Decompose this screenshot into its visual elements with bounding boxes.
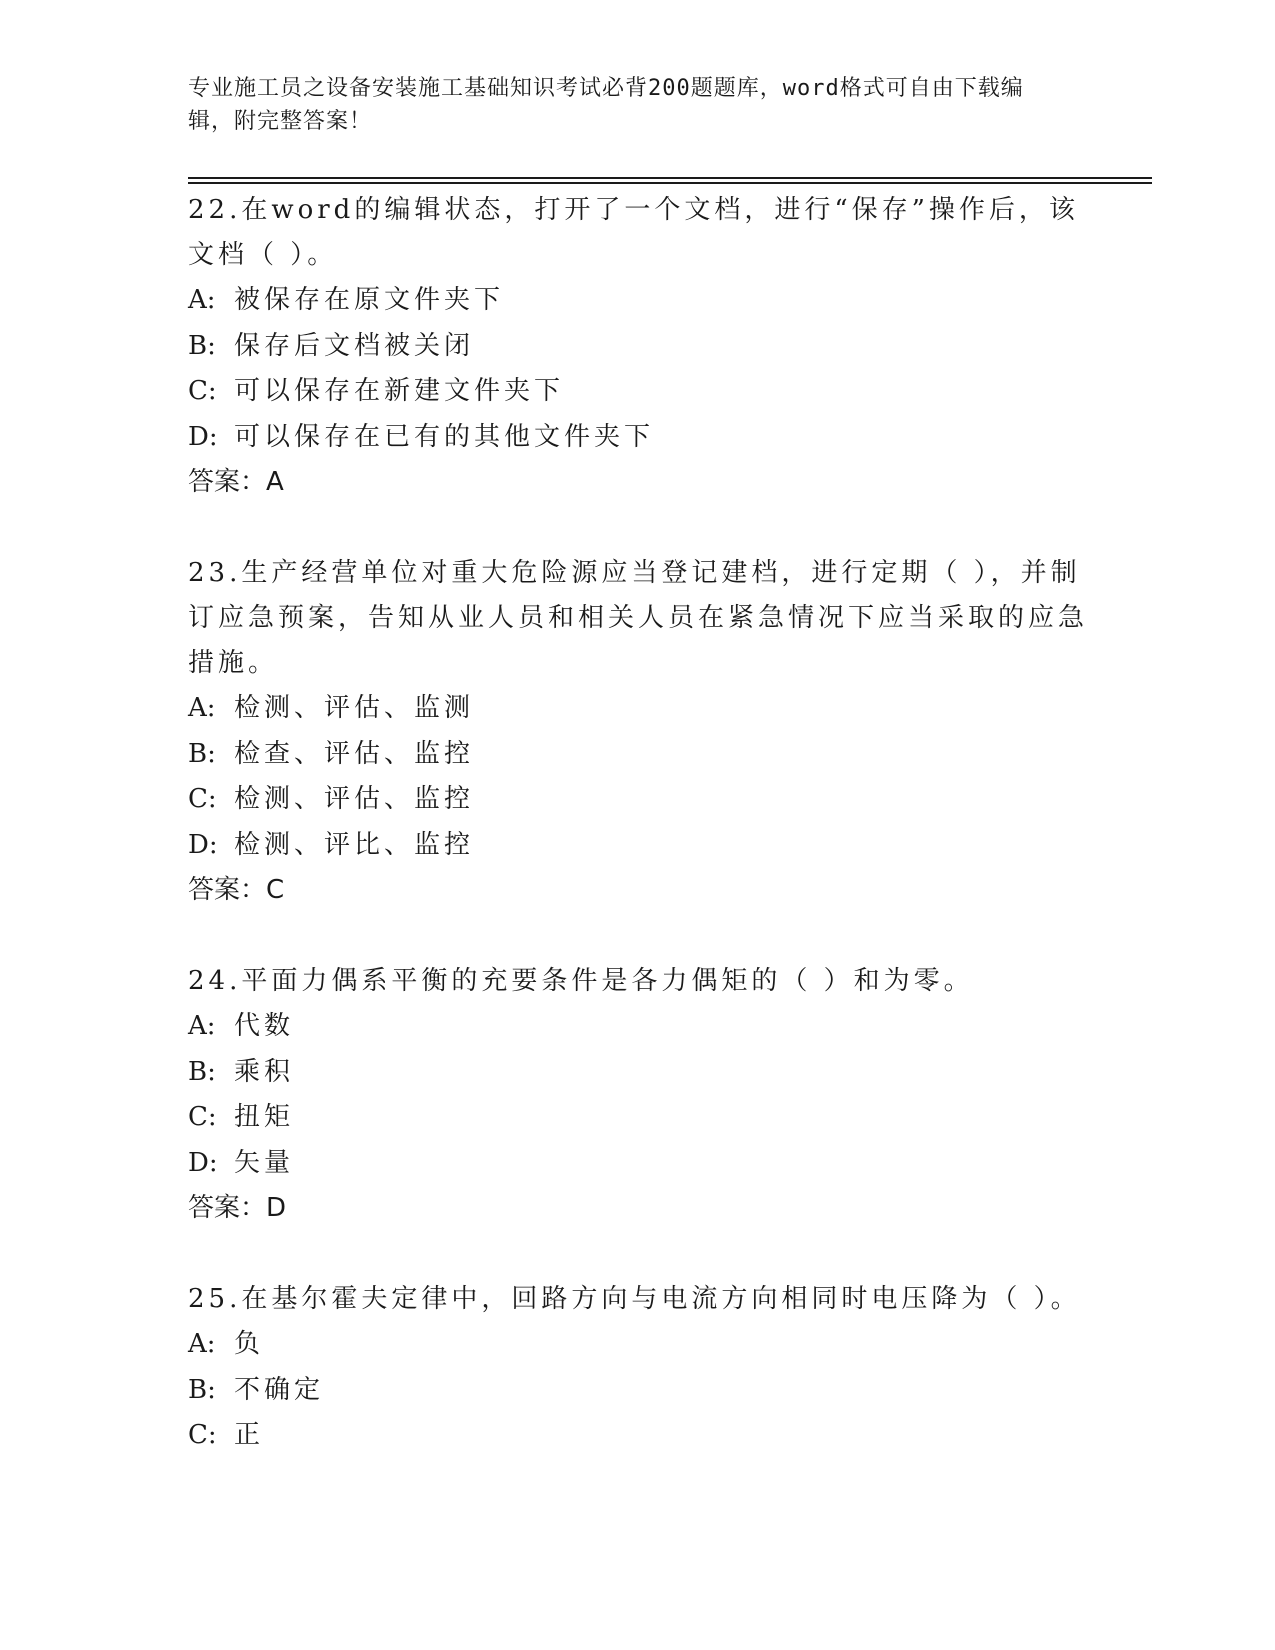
option-letter: D: [188, 829, 218, 860]
option-c [188, 777, 1088, 823]
answer-line: 答案：D [188, 1193, 287, 1223]
option-text: 可以保存在已有的其他文件夹下 [234, 421, 655, 452]
question-24 [188, 959, 1088, 1231]
option-text: 被保存在原文件夹下 [234, 285, 505, 315]
option-text: 检查、评估、监控 [234, 738, 475, 769]
option-text: 代数 [234, 1011, 295, 1041]
question-stem: 22.在word的编辑状态，打开了一个文档，进行“保存”操作后，该文档（ ）。 [188, 195, 1079, 270]
option-letter: C: [188, 376, 217, 406]
option-text: 乘积 [234, 1056, 295, 1087]
option-text: 正 [234, 1420, 265, 1450]
option-d [188, 1141, 1088, 1187]
header-divider-bottom [188, 182, 1152, 184]
option-letter: A: [188, 1011, 216, 1041]
option-d [188, 415, 1088, 461]
document-header: 专业施工员之设备安装施工基础知识考试必背200题题库，word格式可自由下载编辑，附完整答案！ [188, 76, 1024, 134]
option-text: 不确定 [234, 1374, 325, 1405]
option-text: 检测、评比、监控 [234, 829, 475, 860]
option-c [188, 369, 1088, 415]
option-letter: B: [188, 330, 216, 361]
header-divider-top [188, 177, 1152, 179]
option-b [188, 732, 1088, 778]
question-list [188, 188, 1088, 1505]
option-letter: D: [188, 421, 218, 452]
question-25 [188, 1277, 1088, 1459]
option-text: 检测、评估、监测 [234, 693, 475, 723]
option-a [188, 278, 1088, 324]
option-letter: C: [188, 1102, 217, 1132]
question-22 [188, 188, 1088, 505]
option-b [188, 324, 1088, 370]
question-stem: 23.生产经营单位对重大危险源应当登记建档，进行定期（ ），并制订应急预案，告知从业人员和相关人员在紧急情况下应当采取的应急措施。 [188, 558, 1089, 678]
option-text: 矢量 [234, 1147, 295, 1178]
option-text: 可以保存在新建文件夹下 [234, 376, 565, 406]
answer-line: 答案：C [188, 875, 285, 905]
option-a [188, 686, 1088, 732]
option-a [188, 1322, 1088, 1368]
option-letter: B: [188, 738, 216, 769]
option-letter: C: [188, 784, 217, 814]
option-letter: D: [188, 1147, 218, 1178]
option-text: 检测、评估、监控 [234, 784, 475, 814]
option-letter: C: [188, 1420, 217, 1450]
option-letter: B: [188, 1056, 216, 1087]
question-stem: 25.在基尔霍夫定律中，回路方向与电流方向相同时电压降为（ ）。 [188, 1284, 1081, 1314]
option-b [188, 1050, 1088, 1096]
option-letter: A: [188, 285, 216, 315]
option-text: 保存后文档被关闭 [234, 330, 475, 361]
option-b [188, 1368, 1088, 1414]
option-text: 负 [234, 1329, 265, 1359]
option-letter: A: [188, 1329, 216, 1359]
option-letter: A: [188, 693, 216, 723]
option-d [188, 823, 1088, 869]
option-text: 扭矩 [234, 1102, 295, 1132]
option-c [188, 1413, 1088, 1459]
option-letter: B: [188, 1374, 216, 1405]
question-stem: 24.平面力偶系平衡的充要条件是各力偶矩的（ ）和为零。 [188, 966, 974, 996]
question-23 [188, 551, 1088, 913]
option-c [188, 1095, 1088, 1141]
option-a [188, 1004, 1088, 1050]
answer-line: 答案：A [188, 467, 284, 497]
